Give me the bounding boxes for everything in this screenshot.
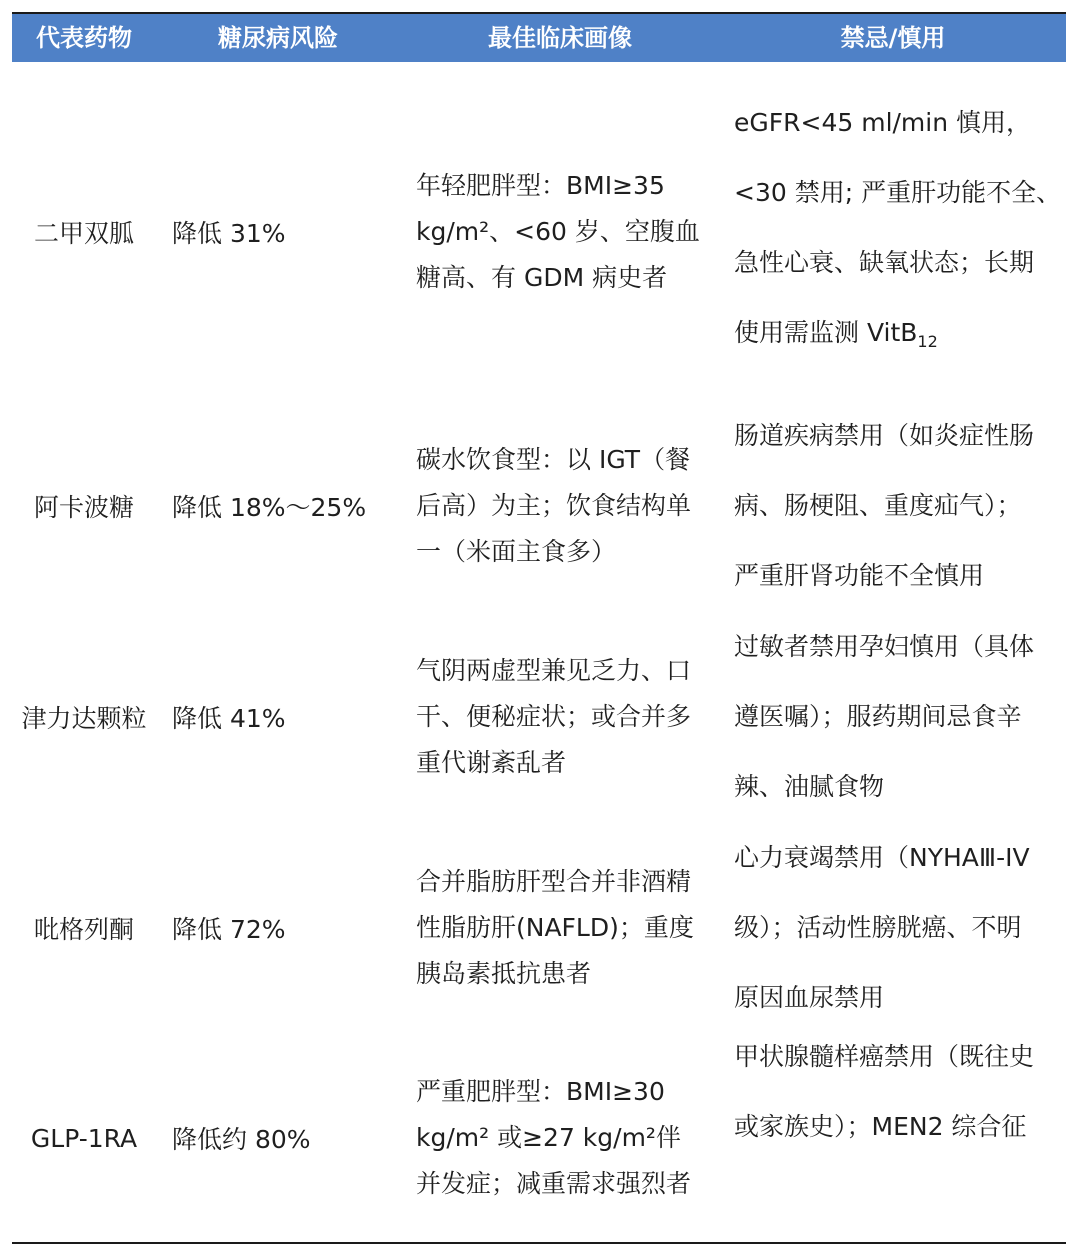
drug-name: GLP-1RA [30,1123,138,1153]
contra-main-text: eGFR<45 ml/min 慎用， <30 禁用; 严重肝功能不全、 急性心衰、缺氧状态；长期 使用需监测 VitB [734,107,1062,347]
contra-subscript: 12 [917,331,938,351]
risk-value: 降低 18%～25% [172,493,367,522]
contra-text: 过敏者禁用孕妇慎用（具体 遵医嘱）；服药期间忌食辛 辣、油腻食物 [734,632,1035,801]
drug-name: 吡格列酮 [33,915,134,944]
profile-text: 严重肥胖型：BMI≥30 kg/m² 或≥27 kg/m²伴 并发症；减重需求强烈者 [416,1077,692,1198]
drug-name-cell [12,812,156,1044]
contra-text: 心力衰竭禁用（NYHAⅢ-IV 级）；活动性膀胱癌、不明 原因血尿禁用 [734,843,1030,1012]
drug-name-cell [12,1022,156,1254]
table-bottom-rule [12,1242,1066,1244]
contra-cell [734,602,1070,832]
risk-cell [172,812,392,1044]
profile-text: 气阴两虚型兼见乏力、口 干、便秘症状；或合并多 重代谢紊乱者 [416,656,692,777]
drug-name-cell [12,602,156,832]
contra-text [734,88,1061,377]
table-header [12,14,1066,62]
bottom-fade-overlay [700,1160,1080,1242]
drug-name: 津力达颗粒 [21,704,147,733]
contra-text: 肠道疾病禁用（如炎症性肠 病、肠梗阻、重度疝气）； 严重肝肾功能不全慎用 [734,421,1035,590]
table-row [12,82,1066,382]
risk-cell [172,1022,392,1254]
profile-cell [416,602,724,832]
contra-text: 甲状腺髓样癌禁用（既往史 或家族史）；MEN2 综合征 [734,1042,1035,1141]
risk-value: 降低 72% [172,915,286,944]
drug-name-cell [12,390,156,622]
table-row [12,602,1066,832]
drug-name: 二甲双胍 [33,219,134,248]
profile-cell [416,812,724,1044]
risk-value: 降低 41% [172,704,286,733]
drug-name: 阿卡波糖 [33,493,134,522]
profile-text: 年轻肥胖型：BMI≥35 kg/m²、<60 岁、空腹血 糖高、有 GDM 病史者 [416,171,700,292]
header-risk: 糖尿病风险 [218,24,338,52]
contra-cell [734,812,1070,1044]
header-contra: 禁忌/慎用 [840,24,946,52]
profile-cell [416,82,724,382]
risk-value: 降低约 80% [172,1125,311,1154]
risk-cell [172,82,392,382]
risk-value: 降低 31% [172,219,286,248]
header-profile: 最佳临床画像 [488,24,632,52]
profile-cell [416,390,724,622]
header-drug: 代表药物 [36,24,132,52]
profile-cell [416,1022,724,1254]
risk-cell [172,602,392,832]
drug-name-cell [12,82,156,382]
table-row [12,812,1066,1044]
contra-cell [734,390,1070,622]
profile-text: 合并脂肪肝型合并非酒精 性脂肪肝(NAFLD)；重度 胰岛素抵抗患者 [416,867,694,988]
table-row [12,390,1066,622]
profile-text: 碳水饮食型：以 IGT（餐 后高）为主；饮食结构单 一（米面主食多） [416,445,692,566]
risk-cell [172,390,392,622]
contra-cell [734,82,1070,382]
contra-cell [734,1022,1070,1162]
